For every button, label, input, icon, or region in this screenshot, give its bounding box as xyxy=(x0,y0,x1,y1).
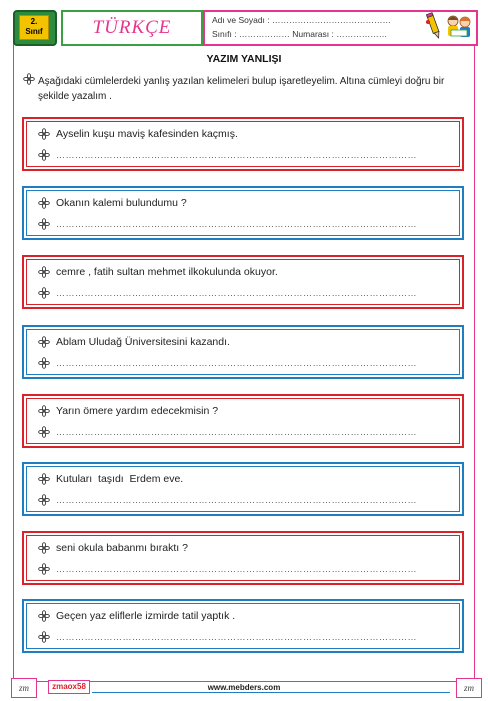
exercise-box xyxy=(22,186,464,240)
footer-divider xyxy=(92,692,450,693)
flower-icon xyxy=(38,473,50,485)
exercise-box xyxy=(22,255,464,309)
name-field[interactable]: Adı ve Soyadı : …………………………………… xyxy=(212,15,392,25)
page-border-right xyxy=(474,42,475,682)
grade-badge xyxy=(13,10,57,46)
flower-icon xyxy=(38,610,50,622)
footer-url[interactable]: www.mebders.com xyxy=(207,683,281,692)
answer-line[interactable]: …………………………………………………………………………………………………… xyxy=(56,427,417,437)
corner-mark-left: zm xyxy=(11,678,37,698)
grade-label: Sınıf xyxy=(25,27,43,36)
kids-icon xyxy=(444,13,474,39)
exercise-sentence: cemre , fatih sultan mehmet ilkokulunda okuyor. xyxy=(56,266,278,278)
pencil-icon xyxy=(422,12,444,40)
flower-icon xyxy=(38,197,50,209)
class-number-field[interactable]: Sınıfı : ……………… Numarası : ……………… xyxy=(212,29,388,39)
exercise-sentence: Geçen yaz eliflerle izmirde tatil yaptık . xyxy=(56,610,236,622)
subject-title-box xyxy=(61,10,203,46)
flower-icon xyxy=(38,563,50,575)
flower-icon xyxy=(38,631,50,643)
grade-number: 2. xyxy=(30,17,38,26)
exercise-sentence: Okanın kalemi bulundumu ? xyxy=(56,197,187,209)
instruction-text: Aşağıdaki cümlelerdeki yanlış yazılan kelimeleri bulup işaretleyelim. Altına cümleyi doğru bir şekilde yazalım . xyxy=(38,76,445,102)
flower-icon xyxy=(38,218,50,230)
answer-line[interactable]: …………………………………………………………………………………………………… xyxy=(56,219,417,229)
flower-icon xyxy=(38,149,50,161)
exercise-box xyxy=(22,117,464,171)
exercise-sentence: Kutuları taşıdı Erdem eve. xyxy=(56,473,184,485)
flower-icon xyxy=(38,266,50,278)
flower-icon xyxy=(38,287,50,299)
answer-line[interactable]: …………………………………………………………………………………………………… xyxy=(56,495,417,505)
answer-line[interactable]: …………………………………………………………………………………………………… xyxy=(56,564,417,574)
corner-mark-right: zm xyxy=(456,678,482,698)
page-border-left xyxy=(13,42,14,682)
flower-icon xyxy=(23,73,35,85)
exercise-sentence: Yarın ömere yardım edecekmisin ? xyxy=(56,405,219,417)
exercise-sentence: seni okula babanmı bıraktı ? xyxy=(56,542,188,554)
flower-icon xyxy=(38,494,50,506)
flower-icon xyxy=(38,542,50,554)
footer-tag: zmaox58 xyxy=(48,680,90,694)
answer-line[interactable]: …………………………………………………………………………………………………… xyxy=(56,632,417,642)
exercise-box xyxy=(22,394,464,448)
flower-icon xyxy=(38,426,50,438)
flower-icon xyxy=(38,336,50,348)
worksheet-heading: YAZIM YANLIŞI xyxy=(206,53,282,65)
flower-icon xyxy=(38,128,50,140)
exercise-sentence: Ablam Uludağ Üniversitesini kazandı. xyxy=(56,336,230,348)
exercise-box xyxy=(22,325,464,379)
exercise-box xyxy=(22,599,464,653)
answer-line[interactable]: …………………………………………………………………………………………………… xyxy=(56,358,417,368)
exercise-box xyxy=(22,531,464,585)
flower-icon xyxy=(38,405,50,417)
exercise-sentence: Ayselin kuşu maviş kafesinden kaçmış. xyxy=(56,128,238,140)
exercise-box xyxy=(22,462,464,516)
answer-line[interactable]: …………………………………………………………………………………………………… xyxy=(56,288,417,298)
answer-line[interactable]: …………………………………………………………………………………………………… xyxy=(56,150,417,160)
flower-icon xyxy=(38,357,50,369)
subject-title: TÜRKÇE xyxy=(92,17,172,38)
